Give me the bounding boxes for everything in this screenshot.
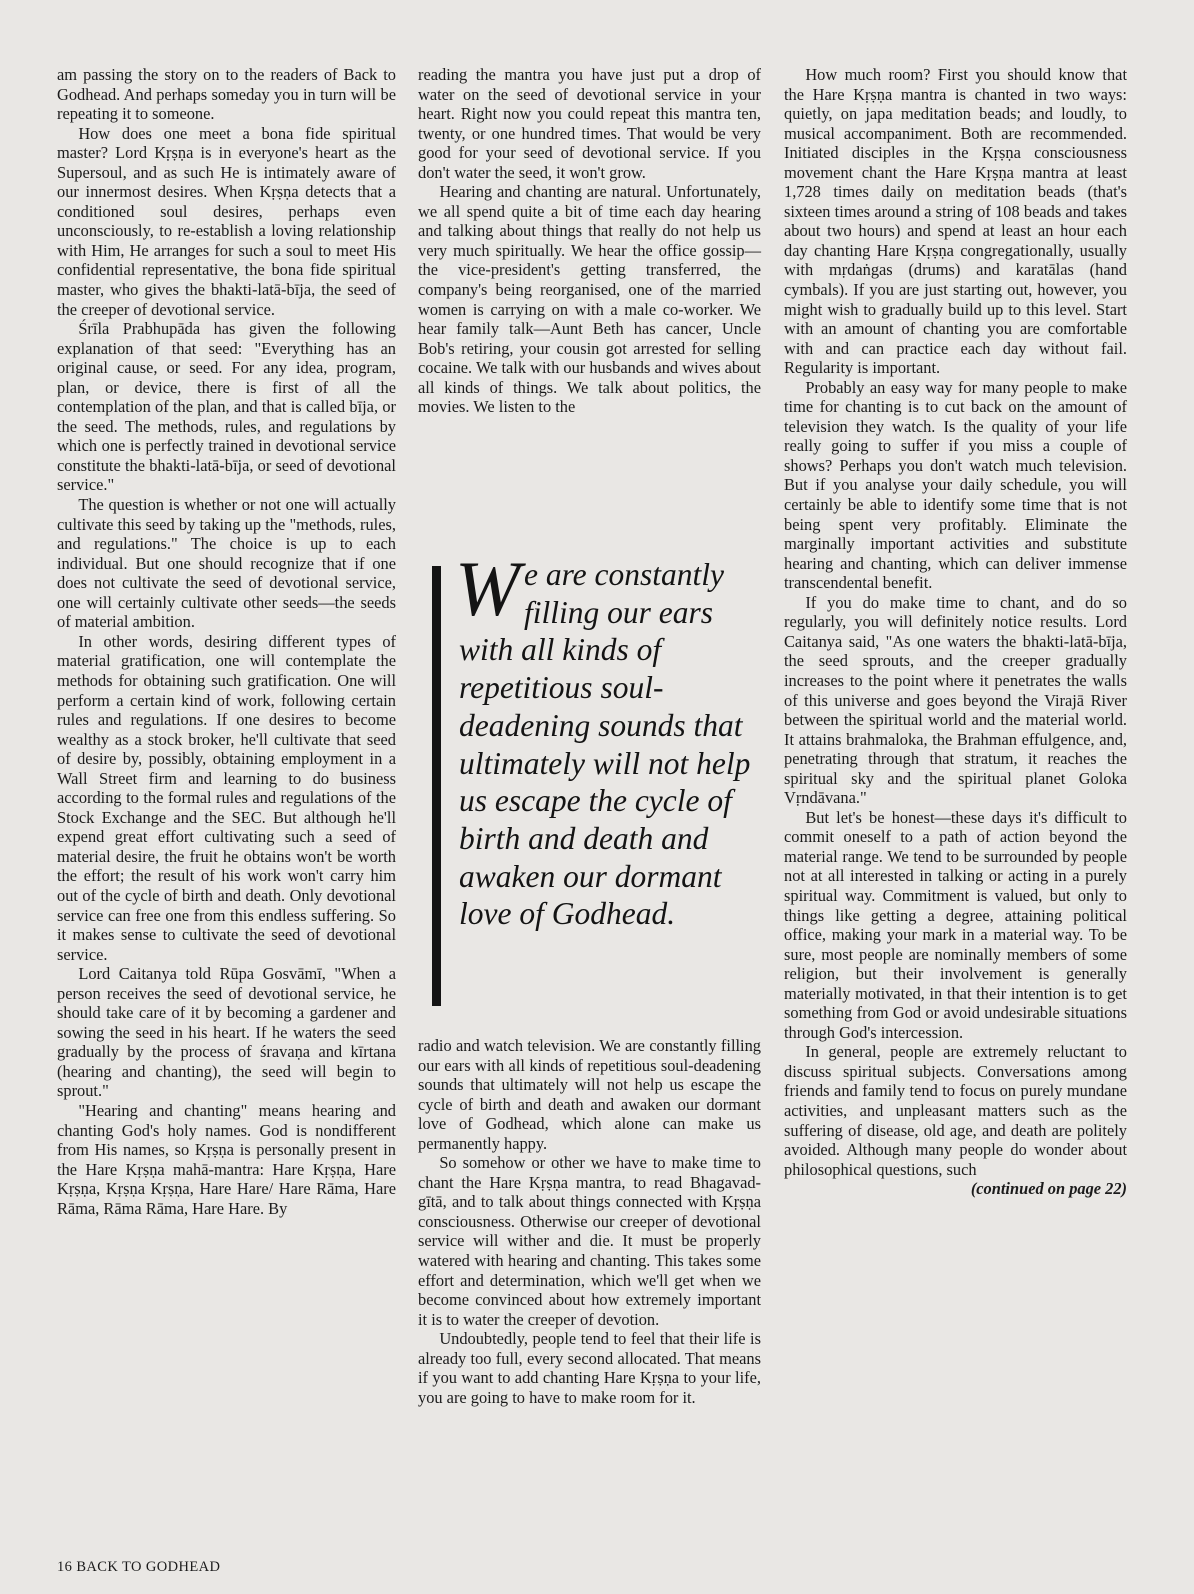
text-column-left <box>57 65 396 1218</box>
text-column-right <box>784 65 1127 1199</box>
paragraph: In other words, desiring different types of material gratification, one will contemplate the methods for obtaining such gratification. One will perform a certain kind of work, following certain rules and regulations. If one desires to become wealthy as a stock broker, he'll cultivate that seed of desire by, possibly, obtaining employment in a Wall Street firm and learning to do business according to the formal rules and regulations of the Stock Exchange and the SEC. But although he'll expend great effort cultivating such a seed of material desire, the fruit he obtains won't be worth the effort; the result of his work won't carry him out of the cycle of birth and death. Only devotional service can free one from this endless suffering. So it makes sense to cultivate the seed of devotional service. <box>57 631 396 964</box>
paragraph: If you do make time to chant, and do so regularly, you will definitely notice results. Lord Caitanya said, "As one waters the bhakti-latā-bīja, the seed sprouts, and the creeper gradually increases to the point where it penetrates the walls of this universe and goes beyond the Virajā River between the spiritual world and the material world. It attains brahmaloka, the Brahman effulgence, and, penetrating through that stratum, it reaches the spiritual sky and the spiritual planet Goloka Vṛndāvana." <box>784 592 1127 808</box>
drop-cap: W <box>455 545 520 632</box>
text-column-middle-top <box>418 65 761 417</box>
paragraph: But let's be honest—these days it's difficult to commit oneself to a path of action beyond the material range. We tend to be surrounded by people not at all interested in talking or acting in a purely spiritual way. Commitment is valued, but only to things like getting a degree, attaining political office, making your mark in a material way. To be sure, most people are nominally members of some religion, but their involvement is generally materially motivated, in that their intention is to get something from God or avoid undesirable situations through God's intercession. <box>784 807 1127 1042</box>
page-folio: 16 BACK TO GODHEAD <box>57 1559 221 1575</box>
text-column-middle-bottom <box>418 1036 761 1407</box>
continued-note: (continued on page 22) <box>970 1179 1127 1199</box>
paragraph: So somehow or other we have to make time to chant the Hare Kṛṣṇa mantra, to read Bhagavad-gītā, and to talk about things connected with Kṛṣṇa consciousness. Otherwise our creeper of devotional service will wither and die. It must be properly watered with hearing and chanting. This takes some effort and determination, which we'll get when we become convinced about how extremely important it is to water the creeper of devotion. <box>418 1153 761 1329</box>
paragraph: The question is whether or not one will actually cultivate this seed by taking up the "methods, rules, and regulations." The choice is up to each individual. But one should recognize that if one does not cultivate the seed of devotional service, one will certainly cultivate other seeds—the seeds of material ambition. <box>57 495 396 632</box>
paragraph: How much room? First you should know that the Hare Kṛṣṇa mantra is chanted in two ways: quietly, on japa meditation beads; and loudly, to musical accompaniment. Both are recommended. Initiated disciples in the Kṛṣṇa consciousness movement chant the Hare Kṛṣṇa mantra at least 1,728 times daily on meditation beads (that's sixteen times around a string of 108 beads and takes about two hours) and spend at least an hour each day chanting Hare Kṛṣṇa congregationally, usually with mṛdaṅgas (drums) and karatālas (hand cymbals). If you are just starting out, however, you might wish to gradually build up to this level. Start with an amount of chanting you are comfortable with and can practice each day without fail. Regularity is important. <box>784 65 1127 378</box>
paragraph: am passing the story on to the readers of Back to Godhead. And perhaps someday you in turn will be repeating it to someone. <box>57 65 396 124</box>
pull-quote-body: e are constantly filling our ears with all kinds of repetitious soul-deadening sounds that ultimately will not help us escape the cycle of birth and death and awaken our dormant love of Godhead. <box>459 557 751 932</box>
paragraph: How does one meet a bona fide spiritual master? Lord Kṛṣṇa is in everyone's heart as the Supersoul, and as such He is intimately aware of our innermost desires. When Kṛṣṇa detects that a conditioned soul desires, perhaps even unconsciously, to re-establish a loving relationship with Him, He arranges for such a soul to meet His confidential representative, the bona fide spiritual master, who gives the bhakti-latā-bīja, the seed of the creeper of devotional service. <box>57 123 396 319</box>
pull-quote-text <box>455 545 759 933</box>
paragraph: In general, people are extremely reluctant to discuss spiritual subjects. Conversations among friends and family tend to focus on purely mundane activities, and unpleasant matters such as the suffering of disease, old age, and death are politely avoided. Although many people do wonder about philosophical questions, such <box>784 1042 1127 1179</box>
paragraph: Lord Caitanya told Rūpa Gosvāmī, "When a person receives the seed of devotional service, he should take care of it by becoming a gardener and sowing the seed in his heart. If he waters the seed gradually by the process of śravaṇa and kīrtana (hearing and chanting), the seed will begin to sprout." <box>57 964 396 1101</box>
paragraph: Hearing and chanting are natural. Unfortunately, we all spend quite a bit of time each day hearing and talking about things that really do not help us very much spiritually. We hear the office gossip—the vice-president's getting transferred, the company's being reorganised, one of the married women is carrying on with a male co-worker. We hear family talk—Aunt Beth has cancer, Uncle Bob's retiring, your cousin got arrested for selling cocaine. We talk with our husbands and wives about all kinds of things. We talk about politics, the movies. We listen to the <box>418 182 761 417</box>
pull-quote-rule <box>432 566 441 1006</box>
paragraph: Śrīla Prabhupāda has given the following explanation of that seed: "Everything has an original cause, or seed. For any idea, program, plan, or device, there is first of all the contemplation of the plan, and that is called bīja, or the seed. The methods, rules, and regulations by which one is perfectly trained in devotional service constitute the bhakti-latā-bīja, or seed of devotional service." <box>57 319 396 495</box>
paragraph: radio and watch television. We are constantly filling our ears with all kinds of repetitious soul-deadening sounds that ultimately will not help us escape the cycle of birth and death and awaken our dormant love of Godhead, which alone can make us permanently happy. <box>418 1036 761 1153</box>
paragraph: "Hearing and chanting" means hearing and chanting God's holy names. God is nondifferent from His names, so Kṛṣṇa is personally present in the Hare Kṛṣṇa mahā-mantra: Hare Kṛṣṇa, Hare Kṛṣṇa, Kṛṣṇa Kṛṣṇa, Hare Hare/ Hare Rāma, Hare Rāma, Rāma Rāma, Hare Hare. By <box>57 1100 396 1218</box>
paragraph: Undoubtedly, people tend to feel that their life is already too full, every second allocated. That means if you want to add chanting Hare Kṛṣṇa to your life, you are going to have to make room for it. <box>418 1329 761 1407</box>
pull-quote <box>432 545 762 1006</box>
paragraph: reading the mantra you have just put a drop of water on the seed of devotional service in your heart. Right now you could repeat this mantra ten, twenty, or one hundred times. That would be very good for your seed of devotional service. If you don't water the seed, it won't grow. <box>418 65 761 182</box>
paragraph: Probably an easy way for many people to make time for chanting is to cut back on the amount of television they watch. Is the quality of your life really going to suffer if you miss a couple of shows? Perhaps you don't watch much television. But if you analyse your daily schedule, you will certainly be able to identify some time that is not being spent very profitably. Eliminate the marginally important activities and substitute hearing and chanting, which can deliver immense transcendental benefit. <box>784 377 1127 593</box>
